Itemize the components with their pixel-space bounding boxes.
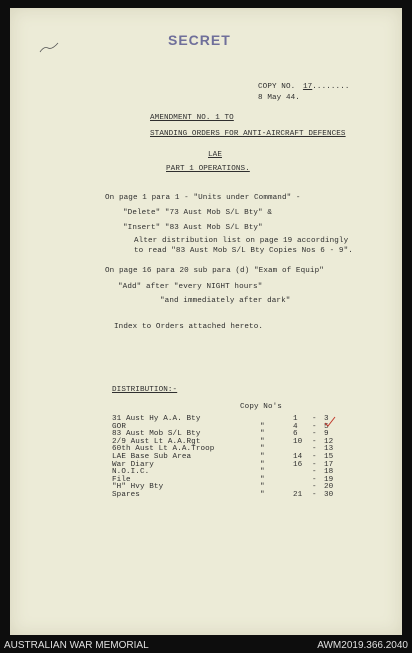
distribution-ditto: " [260,475,265,484]
distribution-dash: - [312,445,317,454]
document-page [10,8,402,635]
copy-number: 17 [302,83,313,91]
distribution-dash: - [312,415,317,423]
distribution-copy-from: 10 [293,437,303,446]
copy-number-line [258,83,350,91]
distribution-ditto: " [260,460,265,469]
distribution-ditto: " [260,491,265,499]
distribution-copy-to: 19 [324,475,334,484]
title-line-1: AMENDMENT NO. 1 TO [150,114,234,122]
paragraph-1-alter-line-1: Alter distribution list on page 19 accordingly [134,237,349,245]
distribution-unit: Spares [112,491,140,499]
distribution-dash: - [312,475,317,484]
copy-numbers-header: Copy No's [240,403,282,411]
distribution-unit: "H" Hvy Bty [112,483,164,492]
distribution-dash: - [312,453,317,461]
distribution-dash: - [312,437,317,446]
classification-stamp: SECRET [168,32,231,48]
distribution-unit: 83 Aust Mob S/L Bty [112,430,201,439]
document-date: 8 May 44. [258,94,300,102]
paragraph-2-add: "Add" after "every NIGHT hours" [118,283,263,291]
distribution-copy-to: 9 [324,430,329,439]
distribution-ditto: " [260,468,265,477]
distribution-copy-to: 13 [324,445,334,454]
footer-credit: AUSTRALIAN WAR MEMORIAL [4,640,149,651]
distribution-ditto: " [260,483,265,492]
pen-scribble-icon [38,40,60,56]
distribution-copy-from: 14 [293,453,303,461]
distribution-unit: 31 Aust Hy A.A. Bty [112,415,201,423]
title-line-4: PART 1 OPERATIONS. [166,165,250,173]
distribution-ditto: " [260,430,265,439]
distribution-dash: - [312,468,317,477]
copy-label: COPY NO. [258,83,296,91]
distribution-unit: LAE Base Sub Area [112,453,192,461]
title-line-2: STANDING ORDERS FOR ANTI-AIRCRAFT DEFENCES [150,130,346,138]
copy-dots: ........ [312,83,350,91]
distribution-unit: 2/9 Aust Lt A.A.Rgt [112,437,201,446]
distribution-dash: - [312,483,317,492]
distribution-ditto: " [260,453,265,461]
distribution-copy-to: 20 [324,483,334,492]
distribution-ditto: " [260,445,265,454]
distribution-copy-to: 15 [324,453,334,461]
distribution-unit: File [112,475,131,484]
distribution-copy-to: 3 [324,415,329,423]
footer-accession: AWM2019.366.2040 [317,640,408,651]
paragraph-2-and: "and immediately after dark" [160,297,291,305]
distribution-copy-from: 21 [293,491,303,499]
paragraph-1-insert: "Insert" "83 Aust Mob S/L Bty" [123,224,263,232]
distribution-dash: - [312,460,317,469]
paragraph-3: Index to Orders attached hereto. [114,323,264,331]
distribution-copy-to: 12 [324,437,334,446]
paragraph-1-delete: "Delete" "73 Aust Mob S/L Bty" & [123,209,273,217]
distribution-copy-from: 1 [293,415,298,423]
distribution-dash: - [312,430,317,439]
tick-mark-icon [324,416,336,428]
distribution-unit: N.O.I.C. [112,468,150,477]
distribution-copy-to: 30 [324,491,334,499]
distribution-dash: - [312,491,317,499]
distribution-copy-from: 16 [293,460,303,469]
paragraph-2: On page 16 para 20 sub para (d) "Exam of Equip" [105,267,324,275]
distribution-copy-to: 18 [324,468,334,477]
distribution-heading: DISTRIBUTION:- [112,386,178,394]
title-line-3: LAE [208,151,222,159]
distribution-copy-to: 17 [324,460,334,469]
distribution-ditto: " [260,437,265,446]
distribution-ditto: " [260,422,265,431]
distribution-copy-from: 4 [293,422,298,431]
distribution-unit: War Diary [112,460,154,469]
distribution-copy-to: 5 [324,422,329,431]
paragraph-1: On page 1 para 1 - "Units under Command" - [105,194,301,202]
distribution-dash: - [312,422,317,431]
distribution-unit: 60th Aust Lt A.A.Troop [112,445,215,454]
distribution-unit: GOR [112,422,126,431]
distribution-copy-from: 6 [293,430,298,439]
paragraph-1-alter-line-2: to read "83 Aust Mob S/L Bty Copies Nos 6 - 9". [134,247,353,255]
